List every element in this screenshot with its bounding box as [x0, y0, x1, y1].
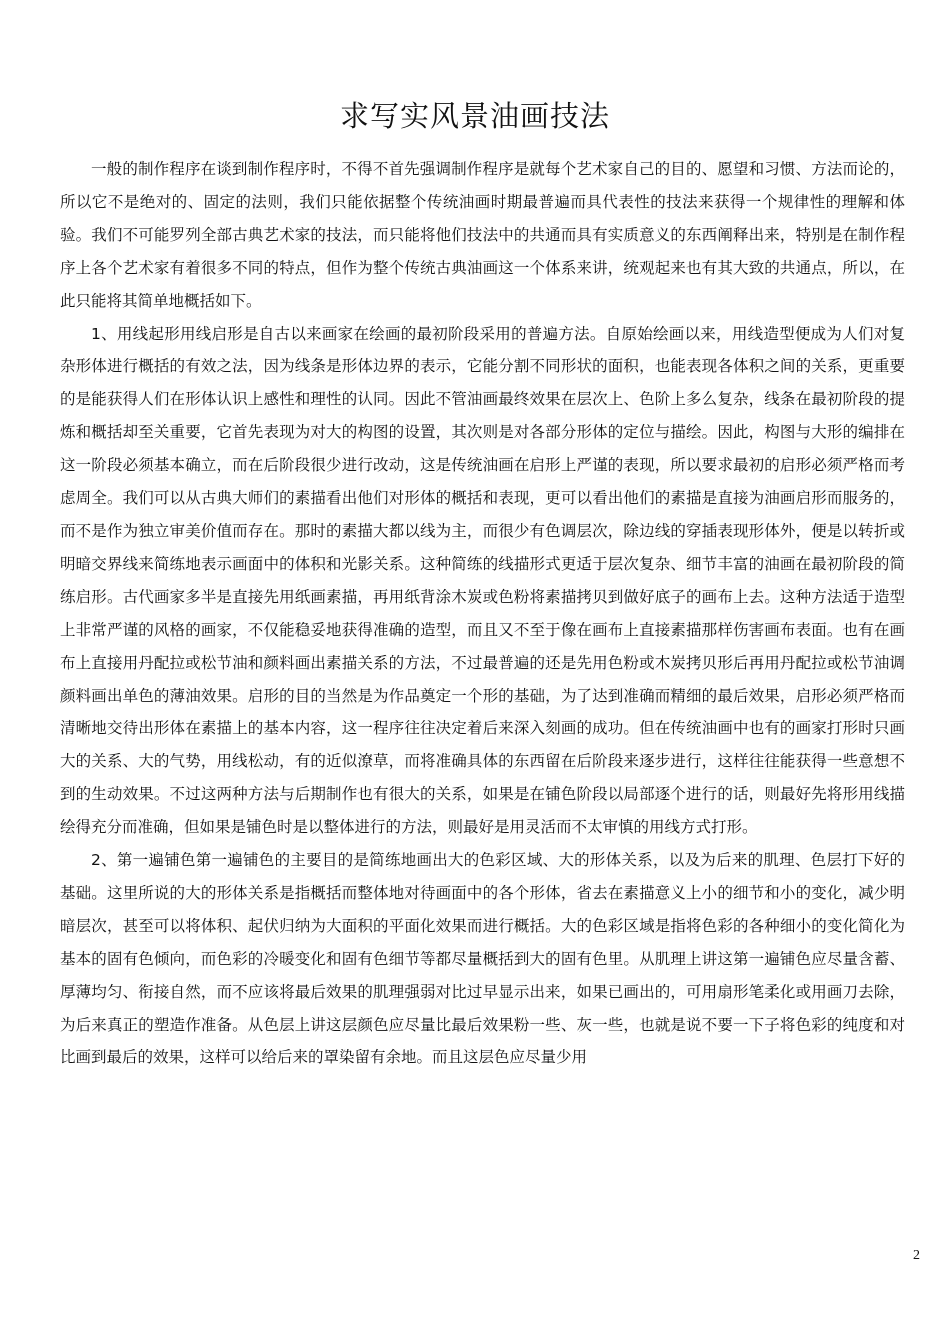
- paragraph-line-sketching: 1、用线起形用线启形是自古以来画家在绘画的最初阶段采用的普遍方法。自原始绘画以来，用线造型便成为人们对复杂形体进行概括的有效之法，因为线条是形体边界的表示，它能分割不同形状的面积，也能表现各体积之间的关系，更重要的是能获得人们在形体认识上感性和理性的认同。因此不管油画最终效果在层次上、色阶上多么复杂，线条在最初阶段的提炼和概括却至关重要，它首先表现为对大的构图的设置，其次则是对各部分形体的定位与描绘。因此，构图与大形的编排在这一阶段必须基本确立，而在后阶段很少进行改动，这是传统油画在启形上严谨的表现，所以要求最初的启形必须严格而考虑周全。我们可以从古典大师们的素描看出他们对形体的概括和表现，更可以看出他们的素描是直接为油画启形而服务的，而不是作为独立审美价值而存在。那时的素描大都以线为主，而很少有色调层次，除边线的穿插表现形体外，便是以转折或明暗交界线来简练地表示画面中的体积和光影关系。这种简练的线描形式更适于层次复杂、细节丰富的油画在最初阶段的简练启形。古代画家多半是直接先用纸画素描，再用纸背涂木炭或色粉将素描拷贝到做好底子的画布上去。这种方法适于造型上非常严谨的风格的画家，不仅能稳妥地获得准确的造型，而且又不至于像在画布上直接素描那样伤害画布表面。也有在画布上直接用丹配拉或松节油和颜料画出素描关系的方法，不过最普遍的还是先用色粉或木炭拷贝形后再用丹配拉或松节油调颜料画出单色的薄油效果。启形的目的当然是为作品奠定一个形的基础，为了达到准确而精细的最后效果，启形必须严格而清晰地交待出形体在素描上的基本内容，这一程序往往决定着后来深入刻画的成功。但在传统油画中也有的画家打形时只画大的关系、大的气势，用线松动，有的近似潦草，而将准确具体的东西留在后阶段来逐步进行，这样往往能获得一些意想不到的生动效果。不过这两种方法与后期制作也有很大的关系，如果是在铺色阶段以局部逐个进行的话，则最好先将形用线描绘得充分而准确，但如果是铺色时是以整体进行的方法，则最好是用灵活而不太审慎的用线方式打形。: [60, 324, 905, 837]
- paragraph-intro: 一般的制作程序在谈到制作程序时，不得不首先强调制作程序是就每个艺术家自己的目的、愿望和习惯、方法而论的，所以它不是绝对的、固定的法则，我们只能依据整个传统油画时期最普遍而具代表性的技法来获得一个规律性的理解和体验。我们不可能罗列全部古典艺术家的技法，而只能将他们技法中的共通而具有实质意义的东西阐释出来，特别是在制作程序上各个艺术家有着很多不同的特点，但作为整个传统古典油画这一个体系来讲，统观起来也有其大致的共通点，所以，在此只能将其简单地概括如下。: [60, 160, 905, 310]
- paragraph-first-color-layer: 2、第一遍铺色第一遍铺色的主要目的是简练地画出大的色彩区域、大的形体关系，以及为后来的肌理、色层打下好的基础。这里所说的大的形体关系是指概括而整体地对待画面中的各个形体，省去在素描意义上小的细节和小的变化，减少明暗层次，甚至可以将体积、起伏归纳为大面积的平面化效果而进行概括。大的色彩区域是指将色彩的各种细小的变化简化为基本的固有色倾向，而色彩的冷暖变化和固有色细节等都尽量概括到大的固有色里。从肌理上讲这第一遍铺色应尽量含蓄、厚薄均匀、衔接自然，而不应该将最后效果的肌理强弱对比过早显示出来，如果已画出的，可用扇形笔柔化或用画刀去除，为后来真正的塑造作准备。从色层上讲这层颜色应尽量比最后效果粉一些、灰一些，也就是说不要一下子将色彩的纯度和对比画到最后的效果，这样可以给后来的罩染留有余地。而且这层色应尽量少用: [60, 851, 905, 1067]
- document-body: [60, 153, 905, 1074]
- page-number: 2: [913, 1248, 920, 1263]
- document-title: 求写实风景油画技法: [339, 99, 610, 133]
